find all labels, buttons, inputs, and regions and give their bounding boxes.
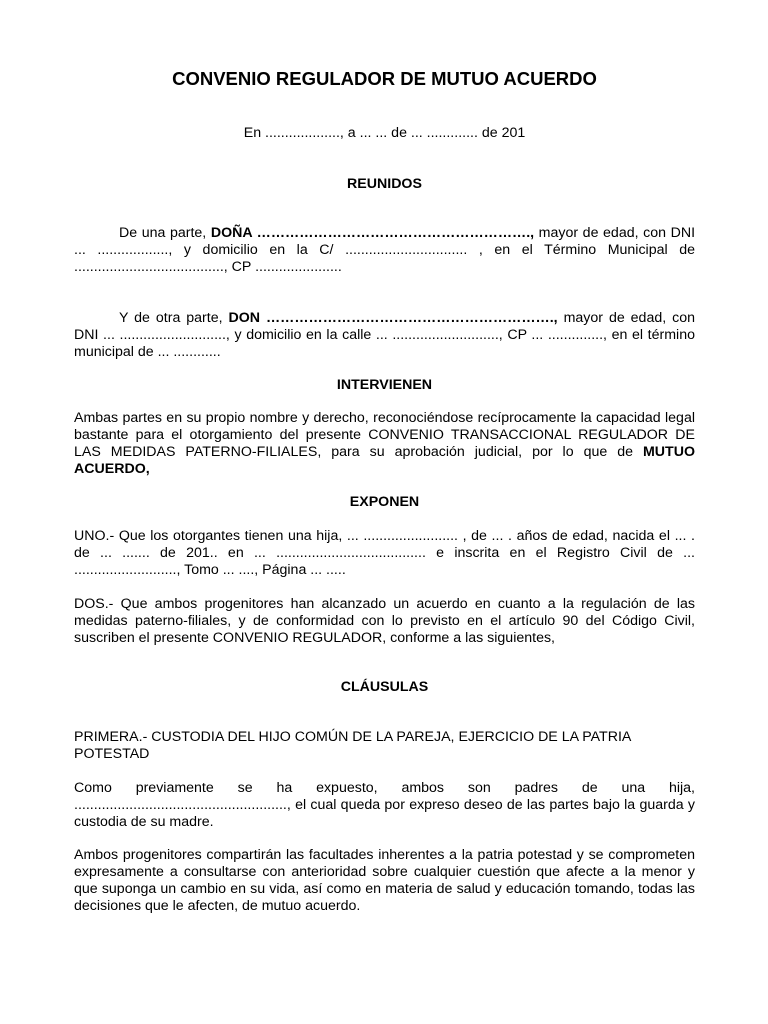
primera-paragraph-two: Ambos progenitores compartirán las facultades inherentes a la patria potestad y se comprometen expresamente a consultarse con anterioridad sobre cualquier cuestión que afecte a la menor y que suponga un cambio en su vida, así como en materia de salud y educación tomando, todas las decisiones que le afecten, de mutuo acuerdo. [74,847,695,914]
exponen-heading: EXPONEN [349,494,420,510]
party-two-intro: Y de otra parte, [119,310,229,326]
party-one-paragraph [74,225,695,276]
place-date-line: En ..................., a ... ... de ... ............. de 201 [243,125,526,141]
primera-paragraph-one: Como previamente se ha expuesto, ambos son padres de una hija, ......................................................, el cual queda por expreso deseo de las partes bajo la guarda y custodia de su madre. [74,780,695,830]
dos-paragraph: DOS.- Que ambos progenitores han alcanzado un acuerdo en cuanto a la regulación de las medidas paterno-filiales, y de conformidad con lo previsto en el artículo 90 del Código Civil, suscriben el presente CONVENIO REGULADOR, conforme a las siguientes, [74,596,695,646]
party-two-details: mayor de edad, con DNI ... ..........................., y domicilio en la calle ... ..........................., CP ... .............., en el término municipal de ... ............ [74,310,695,360]
primera-heading: PRIMERA.- CUSTODIA DEL HIJO COMÚN DE LA PAREJA, EJERCICIO DE LA PATRIA POTESTAD [74,729,631,762]
party-two-name: DON ……………………………………………………., [228,310,558,326]
party-one-name: DOÑA …………………………………………………., [210,225,535,241]
intervienen-text: Ambas partes en su propio nombre y derecho, reconociéndose recíprocamente la capacidad legal bastante para el otorgamiento del presente CONVENIO TRANSACCIONAL REGULADOR DE LAS MEDIDAS PATERNO-FILIALES, para su aprobación judicial, por lo que de [74,410,695,460]
uno-paragraph: UNO.- Que los otorgantes tienen una hija, ... ........................ , de ... . años de edad, nacida el ... . de ... ....... de 201.. en ... ...................................... e inscrita en el Registro Civil de ... .........................., Tomo ... ...., Página ... ..... [74,528,695,578]
mutuo-acuerdo-bold: MUTUO ACUERDO, [74,444,695,477]
intervienen-heading: INTERVIENEN [336,377,433,393]
document-title: CONVENIO REGULADOR DE MUTUO ACUERDO [172,68,597,89]
intervienen-paragraph [74,410,695,478]
reunidos-heading: REUNIDOS [347,176,422,192]
party-one-details: mayor de edad, con DNI ... .................., y domicilio en la C/ ............................... , en el Término Municipal de ......................................, CP ...................... [74,225,696,275]
party-two-paragraph [74,310,695,361]
party-one-intro: De una parte, [119,225,211,241]
clausulas-heading: CLÁUSULAS [340,679,429,695]
